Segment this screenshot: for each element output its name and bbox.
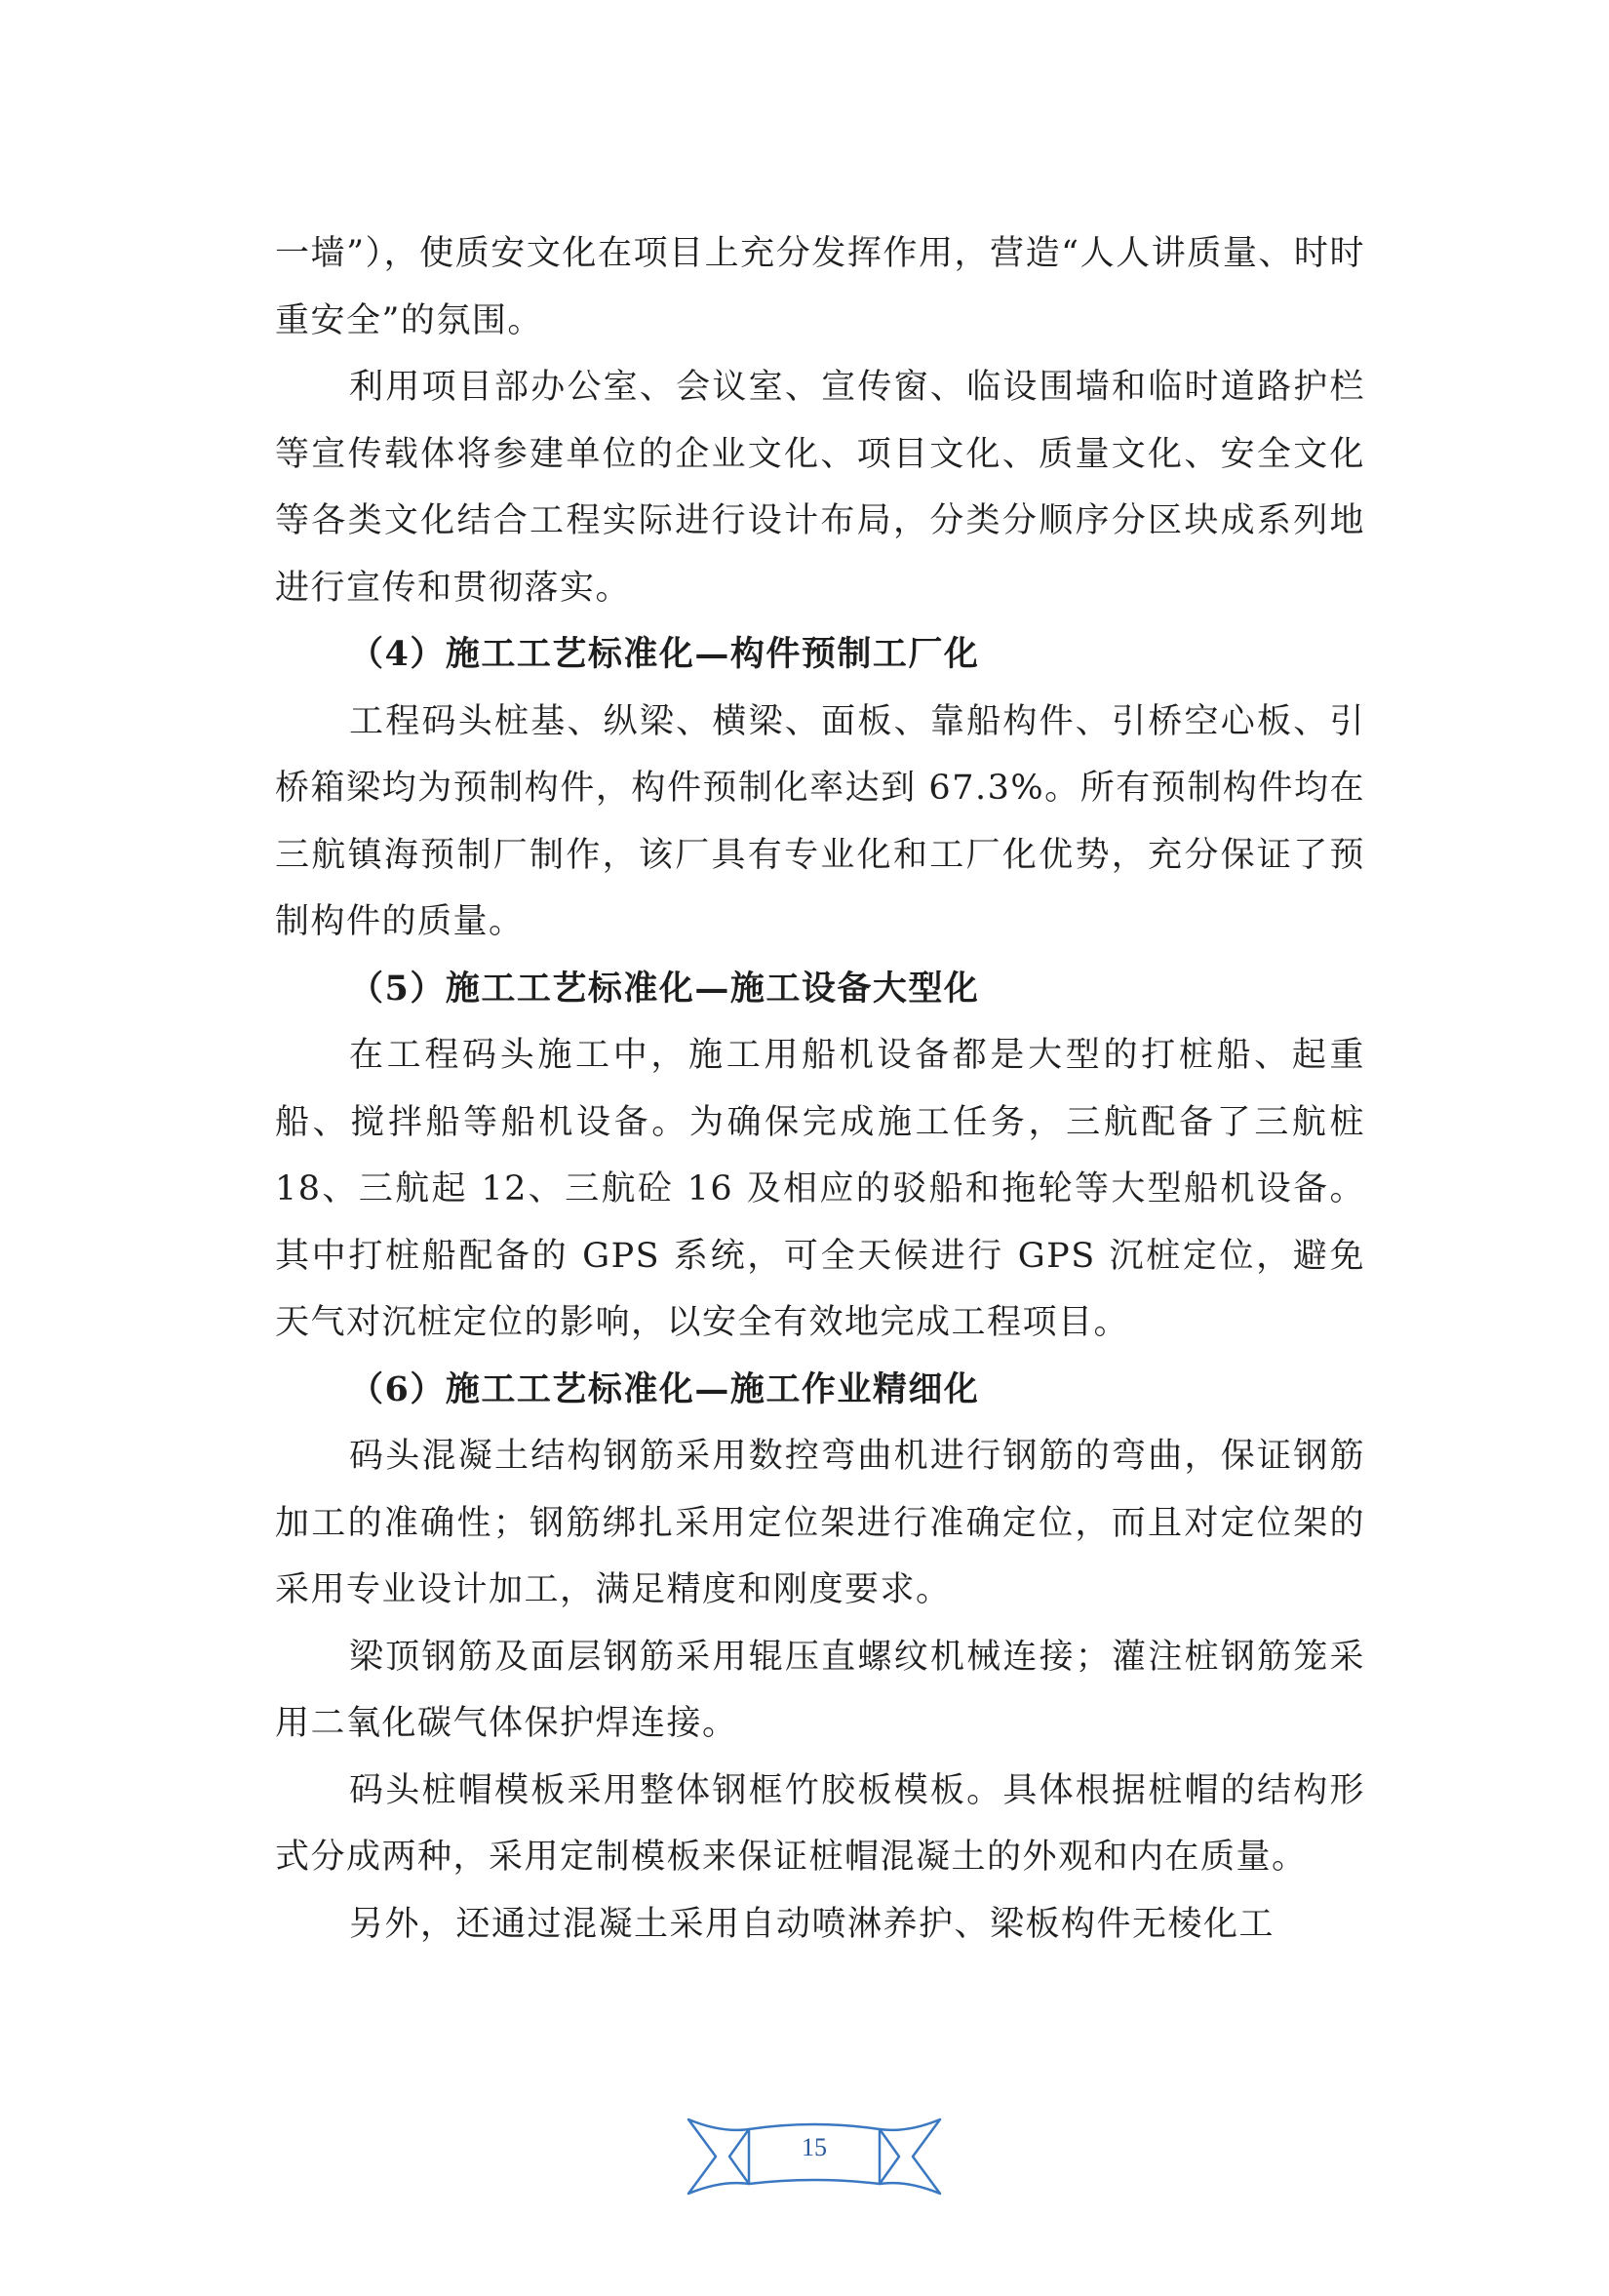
page-number: 15: [802, 2133, 827, 2161]
paragraph-prefabrication: 工程码头桩基、纵梁、横梁、面板、靠船构件、引桥空心板、引桥箱梁均为预制构件，构件预制化率达到 67.3%。所有预制构件均在三航镇海预制厂制作，该厂具有专业化和工厂化优势，充分保证了预制构件的质量。: [275, 701, 1365, 941]
paragraph-additional-measures: 另外，还通过混凝土采用自动喷淋养护、梁板构件无棱化工: [349, 1904, 1275, 1944]
document-body: [275, 220, 1365, 1958]
paragraph-rebar-processing: 码头混凝土结构钢筋采用数控弯曲机进行钢筋的弯曲，保证钢筋加工的准确性；钢筋绑扎采用定位架进行准确定位，而且对定位架的采用专业设计加工，满足精度和刚度要求。: [275, 1437, 1365, 1609]
page-footer: [683, 2112, 946, 2199]
paragraph-publicity-carriers: 利用项目部办公室、会议室、宣传窗、临设围墙和临时道路护栏等宣传载体将参建单位的企业文化、项目文化、质量文化、安全文化等各类文化结合工程实际进行设计布局，分类分顺序分区块成系列地进行宣传和贯彻落实。: [275, 368, 1365, 608]
paragraph-formwork: 码头桩帽模板采用整体钢框竹胶板模板。具体根据桩帽的结构形式分成两种，采用定制模板来保证桩帽混凝土的外观和内在质量。: [275, 1770, 1365, 1877]
section-heading-6: （6）施工工艺标准化—施工作业精细化: [349, 1368, 980, 1409]
section-heading-4: （4）施工工艺标准化—构件预制工厂化: [349, 634, 980, 674]
paragraph-rebar-connection: 梁顶钢筋及面层钢筋采用辊压直螺纹机械连接；灌注桩钢筋笼采用二氧化碳气体保护焊连接。: [275, 1637, 1365, 1743]
paragraph-large-equipment: 在工程码头施工中，施工用船机设备都是大型的打桩船、起重船、搅拌船等船机设备。为确保完成施工任务，三航配备了三航桩 18、三航起 12、三航砼 16 及相应的驳船和拖轮等大型船机设备。其中打桩船配备的 GPS 系统，可全天候进行 GPS 沉桩定位，避免天气对沉桩定位的影响，以安全有效地完成工程项目。: [275, 1036, 1365, 1342]
section-heading-5: （5）施工工艺标准化—施工设备大型化: [349, 968, 980, 1009]
paragraph-culture-intro: 一墙”），使质安文化在项目上充分发挥作用，营造“人人讲质量、时时重安全”的氛围。: [275, 234, 1365, 340]
